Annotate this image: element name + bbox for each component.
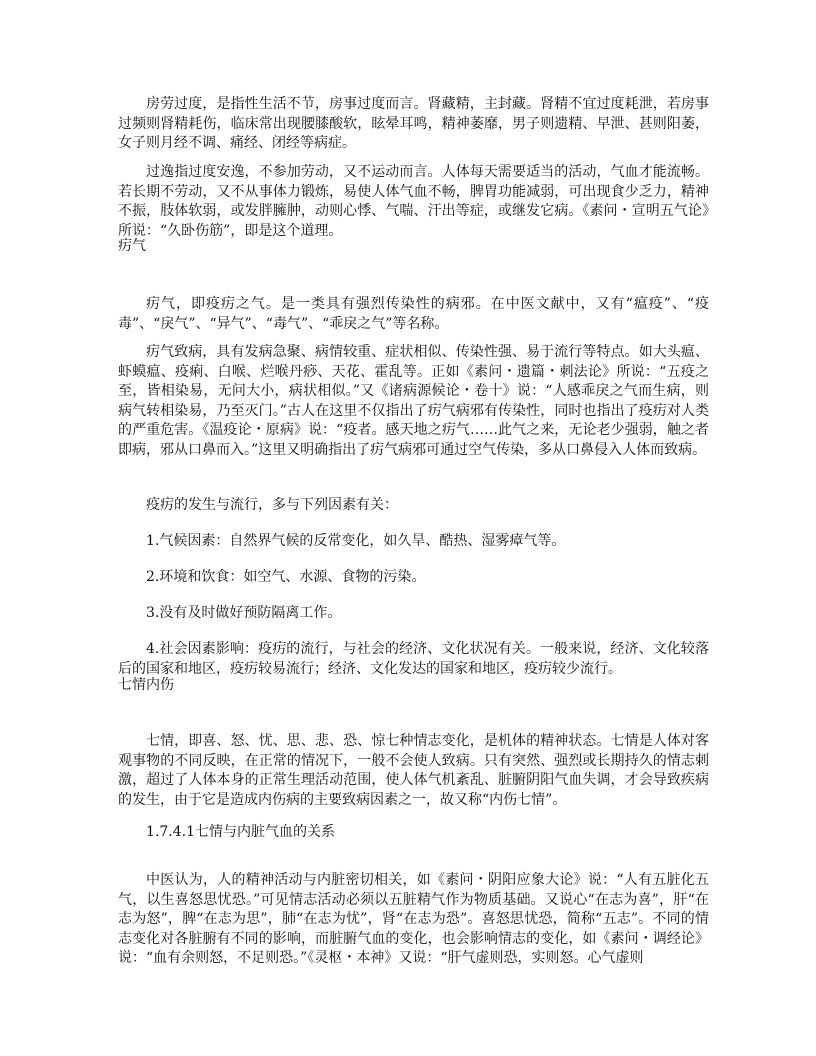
list-item-4: 4.社会因素影响：疫疠的流行，与社会的经济、文化状况有关。一般来说，经济、文化较落后的国家和地区，疫疠较易流行；经济、文化发达的国家和地区，疫疠较少流行。 bbox=[118, 641, 709, 677]
paragraph-qiqing: 七情，即喜、怒、忧、思、悲、恐、惊七种情志变化，是机体的精神状态。七情是人体对客观事物的不同反映，在正常的情况下，一般不会使人致病。只有突然、强烈或长期持久的情志刺激，超过了人体本身的正常生理活动范围，使人体气机紊乱、脏腑阴阳气血失调，才会导致疾病的发生，由于它是造成内伤病的主要致病因素之一，故又称“内伤七情”。 bbox=[118, 733, 709, 808]
section-heading-qiqing: 七情内伤 bbox=[118, 677, 174, 693]
paragraph-liqi-definition: 疠气，即疫疠之气。是一类具有强烈传染性的病邪。在中医文献中，又有“瘟疫”、“疫毒”、“戾气”、“异气”、“毒气”、“乖戾之气”等名称。 bbox=[118, 296, 709, 332]
list-item-1: 1.气候因素：自然界气候的反常变化，如久旱、酷热、湿雾瘴气等。 bbox=[146, 533, 566, 549]
section-heading-liqi: 疠气 bbox=[118, 238, 146, 254]
paragraph-liqi-disease: 疠气致病，具有发病急聚、病情较重、症状相似、传染性强、易于流行等特点。如大头瘟、虾蟆瘟、疫痢、白喉、烂喉丹痧、天花、霍乱等。正如《素问・遗篇・刺法论》所说：“五疫之至，皆相染易，无问大小，病状相似。”又《诸病源候论・卷十》说：“人感乖戾之气而生病，则病气转相染易，乃至灭门。”古人在这里不仅指出了疠气病邪有传染性，同时也指出了疫疠对人类的严重危害。《温疫论・原病》说：“疫者。感天地之疠气……此气之来，无论老少强弱，触之者即病，邪从口鼻而入。”这里又明确指出了疠气病邪可通过空气传染，多从口鼻侵入人体而致病。 bbox=[118, 344, 709, 458]
paragraph-emotion-organs: 中医认为，人的精神活动与内脏密切相关，如《素问・阴阳应象大论》说：“人有五脏化五气，以生喜怒思忧恐。”可见情志活动必须以五脏精气作为物质基础。又说心“在志为喜”，肝“在志为怒”，脾“在志为思”，肺“在志为忧”，肾“在志为恐”。喜怒思忧恐，简称“五志”。不同的情志变化对各脏腑有不同的影响，而脏腑气血的变化，也会影响情志的变化，如《素问・调经论》说：“血有余则怒，不足则恐。”《灵枢・本神》又说：“肝气虚则恐，实则怒。心气虚则 bbox=[118, 872, 709, 966]
list-item-3: 3.没有及时做好预防隔离工作。 bbox=[146, 605, 342, 621]
paragraph-fanglao: 房劳过度，是指性生活不节，房事过度而言。肾藏精，主封藏。肾精不宜过度耗泄，若房事过频则肾精耗伤，临床常出现腰膝酸软，眩晕耳鸣，精神萎靡，男子则遗精、早泄、甚则阳萎，女子则月经不调、痛经、闭经等病症。 bbox=[118, 96, 709, 151]
list-item-2: 2.环境和饮食：如空气、水源、食物的污染。 bbox=[146, 569, 426, 585]
paragraph-factors-intro: 疫疠的发生与流行，多与下列因素有关： bbox=[146, 497, 398, 513]
paragraph-guoyi: 过逸指过度安逸，不参加劳动，又不运动而言。人体每天需要适当的活动，气血才能流畅。若长期不劳动，又不从事体力锻炼，易使人体气血不畅，脾胃功能减弱，可出现食少乏力，精神不振，肢体软弱，或发胖臃肿，动则心悸、气喘、汗出等症，或继发它病。《素问・宣明五气论》所说：“久卧伤筋”，即是这个道理。 bbox=[118, 164, 709, 239]
subsection-heading-1-7-4-1: 1.7.4.1七情与内脏气血的关系 bbox=[146, 824, 335, 840]
